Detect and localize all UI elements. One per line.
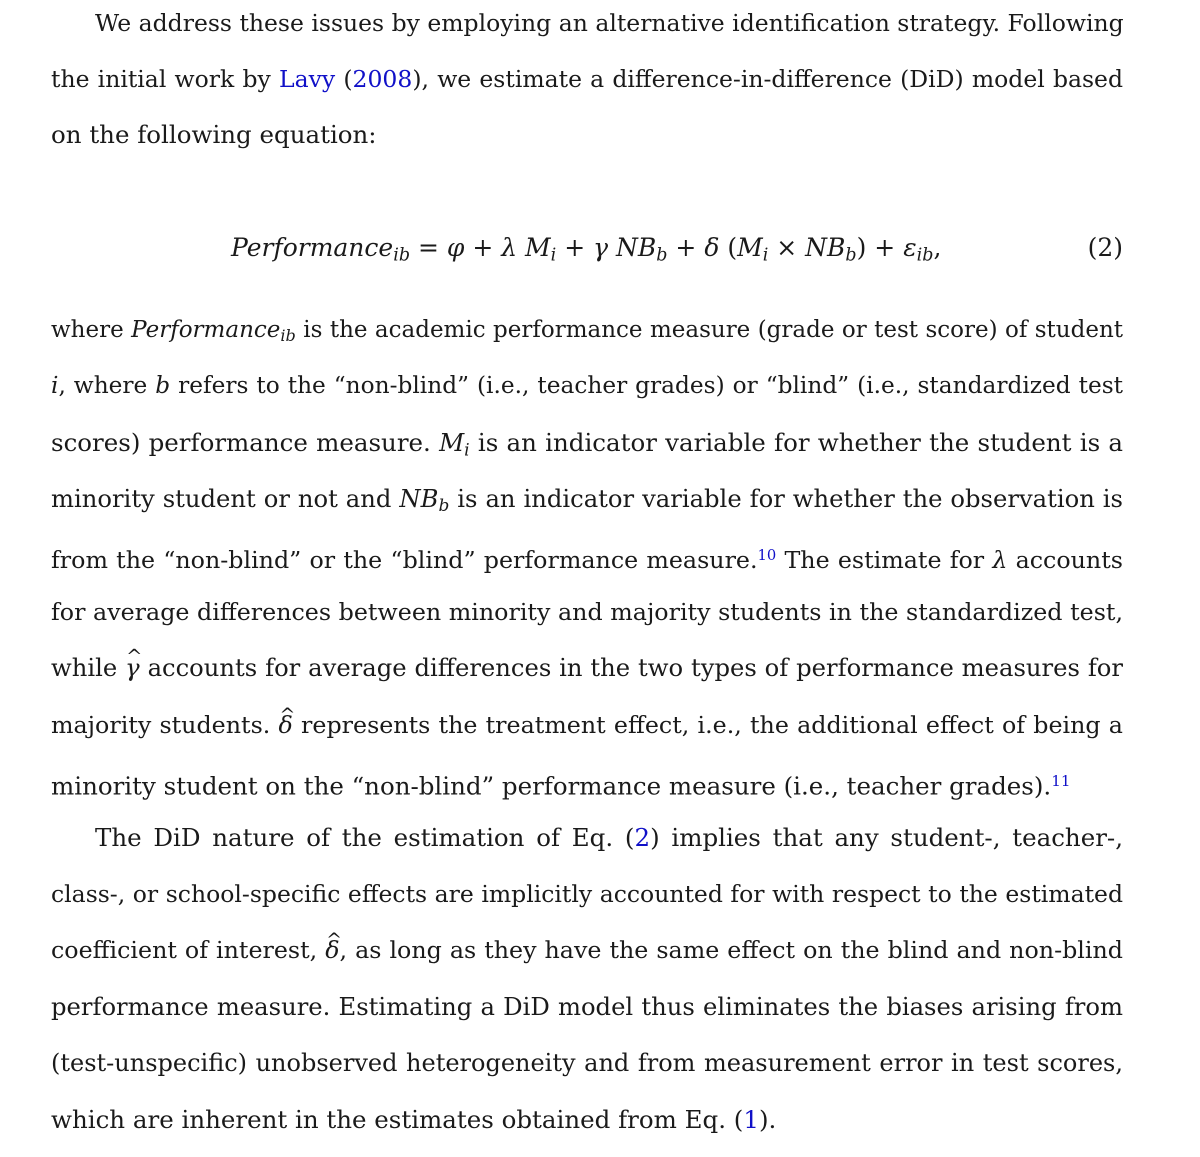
para2-line1-post: is the academic performance measure (grade or test score) of student [303, 317, 1123, 343]
para2-line8-post: represents the treatment effect, i.e., the additional effect of being a [301, 711, 1123, 739]
para3-line1-post: implies that any student-, teacher-, [671, 823, 1123, 852]
eq-epsilon-sub: ib [916, 245, 934, 266]
para2-line3 [51, 428, 1123, 465]
para2-line3-pre: scores) performance measure. [51, 428, 431, 457]
para2-var-gamma-hat: ^ γ [125, 653, 140, 683]
eq-M-sub: i [550, 245, 557, 266]
para2-line1-pre: where [51, 317, 124, 343]
citation-lavy-author[interactable]: Lavy [278, 65, 336, 93]
eq-ref-1[interactable]: 1 [743, 1105, 759, 1134]
para2-line1 [51, 315, 1123, 351]
footnote-ref-11[interactable]: 11 [1051, 772, 1071, 790]
para3-line4-text: performance measure. Estimating a DiD model thus eliminates the biases arising from [51, 992, 1123, 1021]
eq-epsilon: ε [903, 233, 917, 262]
para3-line5-text: (test-unspecific) unobserved heterogeneity and from measurement error in test scores, [51, 1049, 1123, 1077]
para2-var-i: i [51, 372, 59, 399]
eq-times: × [776, 233, 798, 262]
para2-line9 [51, 766, 1123, 801]
para2-var-b: b [155, 372, 171, 399]
para2-var-delta-hat: ^ δ [279, 710, 293, 740]
para2-line4-post: is an indicator variable for whether the observation is [457, 484, 1123, 513]
para2-line4-pre: minority student or not and [51, 484, 392, 513]
eq-M: M [525, 233, 551, 262]
eq-NB: NB [616, 233, 657, 262]
para2-line7 [51, 653, 1123, 683]
para2-line2-mid: , where [58, 372, 148, 399]
para3-line6: which are inherent in the estimates obtained from Eq. (1). [51, 1105, 777, 1134]
para1-line2: the initial work by Lavy (2008), we estimate a difference-in-difference (DiD) model based [51, 65, 1124, 93]
para3-line2-text: class-, or school-specific effects are implicitly accounted for with respect to the estimated [51, 880, 1123, 908]
eq-phi: φ [446, 233, 465, 262]
para3-line1-pre: The DiD nature of the estimation of Eq. [95, 823, 614, 852]
para2-line6-text: for average differences between minority and majority students in the standardized test, [51, 598, 1123, 626]
citation-lavy-year[interactable]: 2008 [352, 65, 413, 93]
para2-line2-post: refers to the “non-blind” (i.e., teacher grades) or “blind” (i.e., standardized test [178, 372, 1124, 399]
para1-line1-text: We address these issues by employing an alternative identification strategy. Following [95, 9, 1124, 37]
para2-line5-pre: from the “non-blind” or the “blind” performance measure. [51, 546, 758, 575]
para3-line3 [51, 935, 1123, 965]
footnote-ref-10[interactable]: 10 [757, 547, 777, 564]
eq-performance-sub: ib [393, 245, 411, 266]
para2-var-performance-sub: ib [280, 326, 296, 346]
para2-var-performance: Performance [131, 317, 281, 343]
para1-line3-text: on the following equation: [51, 120, 377, 149]
para2-line6 [51, 597, 1123, 627]
para2-var-M: M [439, 428, 465, 457]
para2-line8 [51, 710, 1123, 740]
eq-delta: δ [704, 233, 720, 262]
para2-line4 [51, 484, 1123, 521]
equation-number: (2) [1087, 233, 1123, 262]
equation-body: Performance$_{ib}$ = φ + λ $M_i + \gamma$ $NB_b + \delta$ $(M_i \times NB_b) + \varepsilon_{ib}$, [231, 233, 942, 266]
para3-line5 [51, 1048, 1123, 1078]
para2-var-M-sub: i [464, 440, 470, 461]
para2-var-NB-sub: b [438, 496, 450, 517]
para2-var-NB: NB [399, 484, 439, 513]
para2-var-lambda: λ [992, 546, 1008, 575]
para2-line8-pre: majority students. [51, 711, 271, 739]
para3-var-delta-hat: ^ δ [325, 935, 339, 965]
para3-line3-post: , as long as they have the same effect on the blind and non-blind [339, 936, 1123, 964]
para1-line2-post: we estimate a difference-in-difference (DiD) model based [437, 65, 1124, 93]
eq-NB2: NB [805, 233, 846, 262]
para3-line6-pre: which are inherent in the estimates obtained from Eq. [51, 1105, 726, 1134]
para3-line1: The DiD nature of the estimation of Eq. (2) implies that any student-, teacher-, [95, 823, 1123, 852]
eq-performance: Performance [231, 233, 394, 262]
eq-M2: M [737, 233, 763, 262]
eq-ref-2[interactable]: 2 [634, 823, 651, 852]
para2-line7-post: accounts for average differences in the two types of performance measures for [147, 653, 1123, 682]
para2-line5-mid: The estimate for [784, 546, 985, 575]
para2-line5-post: accounts [1015, 546, 1123, 575]
eq-NB2-sub: b [845, 245, 857, 266]
eq-NB-sub: b [656, 245, 668, 266]
para2-line5 [51, 541, 1123, 575]
eq-lambda: λ [501, 233, 518, 262]
para3-line4 [51, 992, 1123, 1022]
para2-line3-post: is an indicator variable for whether the student is a [477, 428, 1123, 457]
para2-line2 [51, 371, 1123, 401]
para2-line7-pre: while [51, 653, 118, 682]
para3-line2 [51, 879, 1123, 909]
para1-line3 [51, 120, 1123, 150]
eq-M2-sub: i [762, 245, 769, 266]
para1-line1 [51, 8, 1123, 38]
eq-gamma: γ [593, 233, 609, 262]
para2-line9-text: minority student on the “non-blind” performance measure (i.e., teacher grades). [51, 771, 1052, 801]
para1-line2-pre: the initial work by [51, 65, 271, 93]
para3-line3-pre: coefficient of interest, [51, 936, 318, 964]
